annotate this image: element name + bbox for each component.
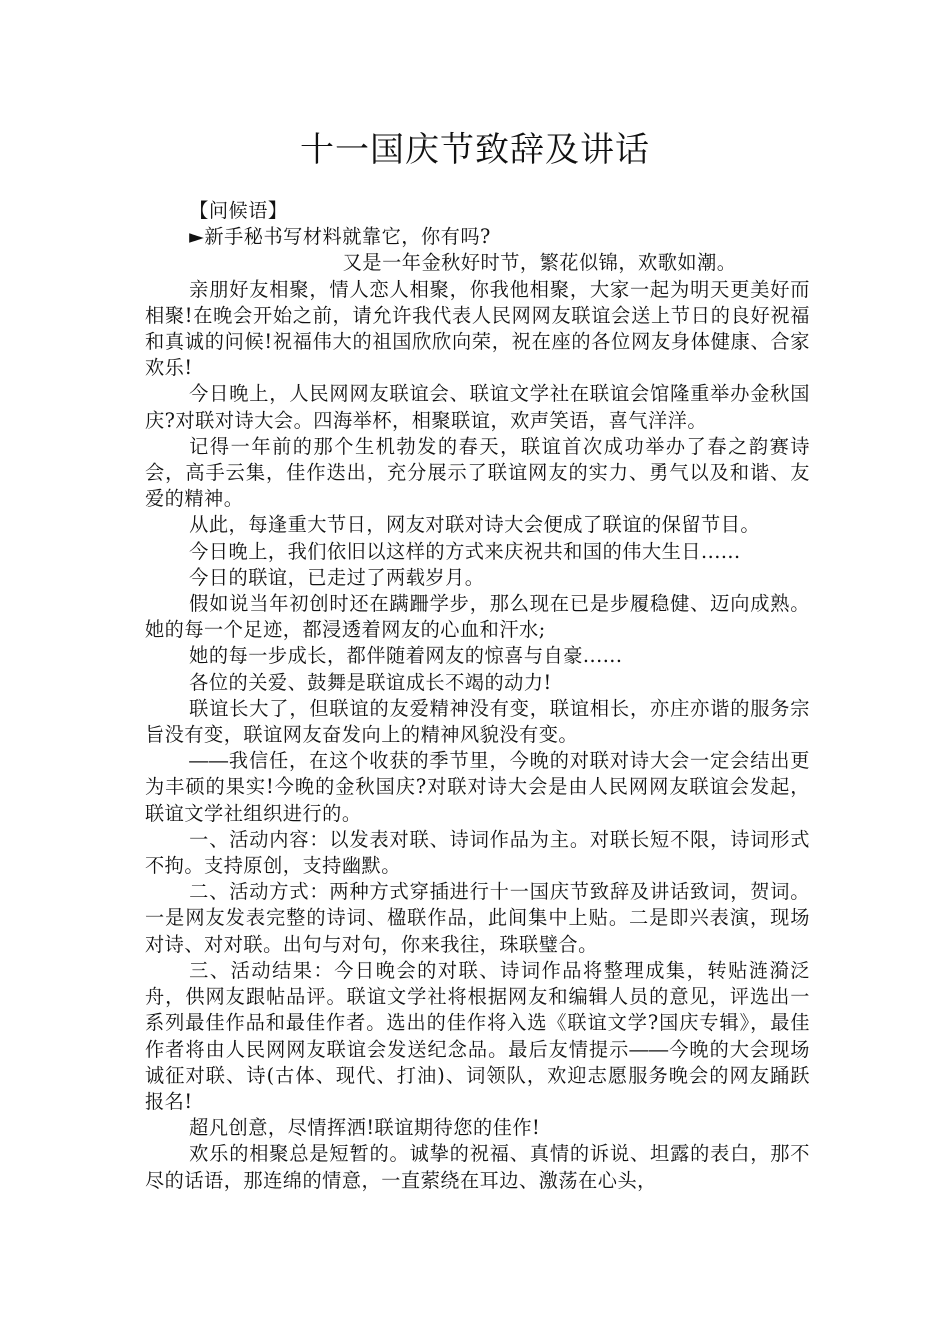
opening-verse: 又是一年金秋好时节，繁花似锦，欢歌如潮。 bbox=[342, 251, 737, 275]
paragraph: 今日的联谊，已走过了两载岁月。 bbox=[189, 565, 485, 589]
greeting-heading: 【问候语】 bbox=[189, 199, 288, 222]
paragraph: 联谊长大了，但联谊的友爱精神没有变，联谊相长，亦庄亦谐的服务宗旨没有变，联谊网友奋发向上的精神风貌没有变。 bbox=[145, 696, 810, 747]
paragraph: 超凡创意，尽情挥洒!联谊期待您的佳作! bbox=[189, 1116, 541, 1140]
paragraph: 假如说当年初创时还在蹒跚学步，那么现在已是步履稳健、迈向成熟。她的每一个足迹，都浸透着网友的心血和汗水; bbox=[145, 592, 810, 642]
activity-method-item: 二、活动方式：两种方式穿插进行十一国庆节致辞及讲话致词，贺词。一是网友发表完整的诗词、楹联作品，此间集中上贴。二是即兴表演，现场对诗、对对联。出句与对句，你来我往，珠联璧合。 bbox=[145, 880, 810, 956]
paragraph: 亲朋好友相聚，情人恋人相聚，你我他相聚，大家一起为明天更美好而相聚!在晚会开始之前，请允许我代表人民网网友联谊会送上节日的良好祝福和真诚的问候!祝福伟大的祖国欣欣向荣，祝在座的各位网友身体健康、合家欢乐! bbox=[145, 277, 810, 380]
paragraph: 欢乐的相聚总是短暂的。诚挚的祝福、真情的诉说、坦露的表白，那不尽的话语，那连绵的情意，一直萦绕在耳边、激荡在心头， bbox=[145, 1142, 810, 1192]
paragraph: 今日晚上，人民网网友联谊会、联谊文学社在联谊会馆隆重举办金秋国庆?对联对诗大会。四海举杯，相聚联谊，欢声笑语，喜气洋洋。 bbox=[145, 382, 810, 432]
secretary-tip-line: ►新手秘书写材料就靠它，你有吗? bbox=[189, 225, 491, 249]
paragraph: 各位的关爱、鼓舞是联谊成长不竭的动力! bbox=[189, 670, 552, 694]
paragraph: ――我信任，在这个收获的季节里，今晚的对联对诗大会一定会结出更为丰硕的果实!今晚的金秋国庆?对联对诗大会是由人民网网友联谊会发起，联谊文学社组织进行的。 bbox=[145, 749, 810, 825]
paragraph: 她的每一步成长，都伴随着网友的惊喜与自豪...... bbox=[189, 644, 623, 668]
document-body bbox=[145, 198, 810, 1194]
activity-result-item: 三、活动结果：今日晚会的对联、诗词作品将整理成集，转贴涟漪泛舟，供网友跟帖品评。联谊文学社将根据网友和编辑人员的意见，评选出一系列最佳作品和最佳作者。选出的佳作将入选《联谊文学?国庆专辑》，最佳作者将由人民网网友联谊会发送纪念品。最后友情提示――今晚的大会现场诚征对联、诗(古体、现代、打油)、词领队，欢迎志愿服务晚会的网友踊跃报名! bbox=[145, 958, 810, 1113]
paragraph: 记得一年前的那个生机勃发的春天，联谊首次成功举办了春之韵赛诗会，高手云集，佳作迭出，充分展示了联谊网友的实力、勇气以及和谐、友爱的精神。 bbox=[145, 434, 810, 511]
paragraph: 今日晚上，我们依旧以这样的方式来庆祝共和国的伟大生日...... bbox=[189, 539, 741, 563]
paragraph: 从此，每逢重大节日，网友对联对诗大会便成了联谊的保留节目。 bbox=[189, 513, 761, 537]
document-title: 十一国庆节致辞及讲话 bbox=[300, 130, 650, 170]
activity-content-item: 一、活动内容：以发表对联、诗词作品为主。对联长短不限，诗词形式不拘。支持原创，支持幽默。 bbox=[145, 827, 810, 878]
